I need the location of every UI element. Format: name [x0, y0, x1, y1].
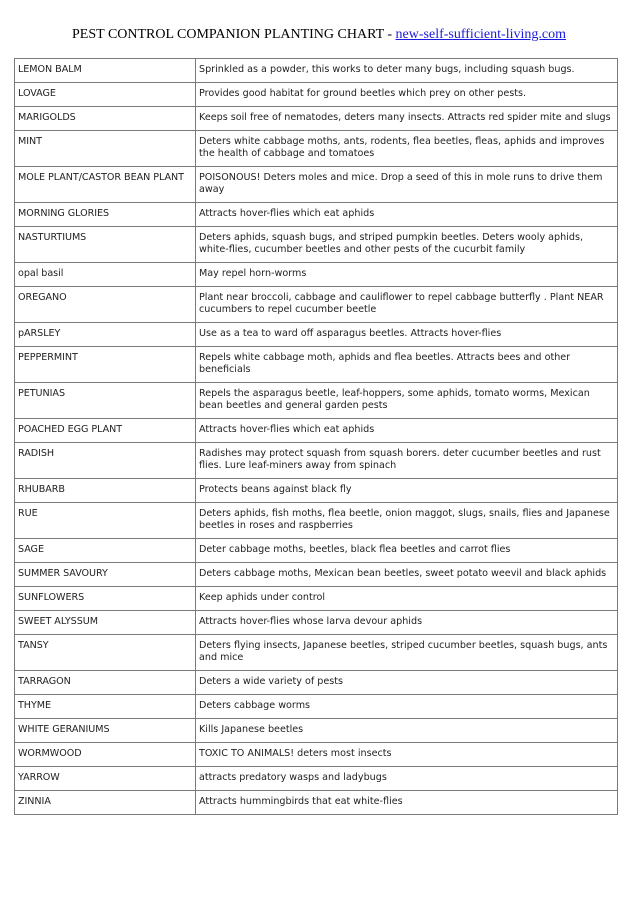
pest-effect-cell: Deters cabbage moths, Mexican bean beetles, sweet potato weevil and black aphids [196, 563, 618, 587]
pest-effect-cell: Keeps soil free of nematodes, deters many insects. Attracts red spider mite and slugs [196, 107, 618, 131]
plant-name-cell: MARIGOLDS [15, 107, 196, 131]
table-row [15, 503, 618, 539]
plant-name-cell: pARSLEY [15, 323, 196, 347]
table-row [15, 383, 618, 419]
plant-name-cell: TANSY [15, 635, 196, 671]
plant-name-cell: RUE [15, 503, 196, 539]
plant-name-cell: SUMMER SAVOURY [15, 563, 196, 587]
plant-name-cell: LEMON BALM [15, 59, 196, 83]
table-row [15, 59, 618, 83]
plant-name-cell: TARRAGON [15, 671, 196, 695]
pest-effect-cell: Deters a wide variety of pests [196, 671, 618, 695]
plant-name-cell: PEPPERMINT [15, 347, 196, 383]
table-row [15, 539, 618, 563]
pest-effect-cell: TOXIC TO ANIMALS! deters most insects [196, 743, 618, 767]
table-row [15, 287, 618, 323]
plant-name-cell: RHUBARB [15, 479, 196, 503]
table-row [15, 83, 618, 107]
plant-name-cell: MORNING GLORIES [15, 203, 196, 227]
pest-effect-cell: Deters cabbage worms [196, 695, 618, 719]
table-row [15, 791, 618, 815]
pest-effect-cell: Deter cabbage moths, beetles, black flea beetles and carrot flies [196, 539, 618, 563]
pest-effect-cell: POISONOUS! Deters moles and mice. Drop a seed of this in mole runs to drive them away [196, 167, 618, 203]
table-row [15, 227, 618, 263]
plant-name-cell: RADISH [15, 443, 196, 479]
table-row [15, 767, 618, 791]
table-row [15, 323, 618, 347]
pest-effect-cell: Deters aphids, squash bugs, and striped pumpkin beetles. Deters wooly aphids, white-flies, cucumber beetles and other pests of the cucurbit family [196, 227, 618, 263]
plant-name-cell: PETUNIAS [15, 383, 196, 419]
pest-effect-cell: Attracts hummingbirds that eat white-flies [196, 791, 618, 815]
table-row [15, 443, 618, 479]
source-link[interactable]: new-self-sufficient-living.com [395, 27, 566, 42]
plant-name-cell: WORMWOOD [15, 743, 196, 767]
plant-name-cell: YARROW [15, 767, 196, 791]
table-row [15, 743, 618, 767]
table-row [15, 347, 618, 383]
pest-effect-cell: Repels white cabbage moth, aphids and flea beetles. Attracts bees and other beneficials [196, 347, 618, 383]
plant-name-cell: OREGANO [15, 287, 196, 323]
plant-name-cell: SUNFLOWERS [15, 587, 196, 611]
page-header [0, 27, 638, 43]
table-row [15, 563, 618, 587]
table-row [15, 203, 618, 227]
pest-effect-cell: Keep aphids under control [196, 587, 618, 611]
table-row [15, 419, 618, 443]
table-row [15, 611, 618, 635]
pest-effect-cell: Protects beans against black fly [196, 479, 618, 503]
pest-effect-cell: Radishes may protect squash from squash borers. deter cucumber beetles and rust flies. Lure leaf-miners away from spinach [196, 443, 618, 479]
pest-effect-cell: attracts predatory wasps and ladybugs [196, 767, 618, 791]
plant-name-cell: THYME [15, 695, 196, 719]
table-row [15, 635, 618, 671]
pest-effect-cell: Repels the asparagus beetle, leaf-hoppers, some aphids, tomato worms, Mexican bean beetles and general garden pests [196, 383, 618, 419]
plant-name-cell: ZINNIA [15, 791, 196, 815]
pest-effect-cell: Deters white cabbage moths, ants, rodents, flea beetles, fleas, aphids and improves the health of cabbage and tomatoes [196, 131, 618, 167]
pest-effect-cell: Attracts hover-flies which eat aphids [196, 203, 618, 227]
table-row [15, 167, 618, 203]
plant-name-cell: LOVAGE [15, 83, 196, 107]
table-row [15, 107, 618, 131]
table-row [15, 263, 618, 287]
plant-name-cell: NASTURTIUMS [15, 227, 196, 263]
plant-name-cell: POACHED EGG PLANT [15, 419, 196, 443]
companion-planting-table [14, 58, 618, 815]
pest-effect-cell: May repel horn-worms [196, 263, 618, 287]
plant-name-cell: SAGE [15, 539, 196, 563]
pest-effect-cell: Deters aphids, fish moths, flea beetle, onion maggot, slugs, snails, flies and Japanese beetles in roses and raspberries [196, 503, 618, 539]
pest-effect-cell: Provides good habitat for ground beetles which prey on other pests. [196, 83, 618, 107]
plant-name-cell: opal basil [15, 263, 196, 287]
plant-name-cell: MOLE PLANT/CASTOR BEAN PLANT [15, 167, 196, 203]
table-row [15, 671, 618, 695]
table-body [15, 59, 618, 815]
table-row [15, 695, 618, 719]
pest-effect-cell: Sprinkled as a powder, this works to deter many bugs, including squash bugs. [196, 59, 618, 83]
plant-name-cell: SWEET ALYSSUM [15, 611, 196, 635]
pest-effect-cell: Plant near broccoli, cabbage and cauliflower to repel cabbage butterfly . Plant NEAR cucumbers to repel cucumber beetle [196, 287, 618, 323]
pest-effect-cell: Attracts hover-flies which eat aphids [196, 419, 618, 443]
plant-name-cell: MINT [15, 131, 196, 167]
table-row [15, 479, 618, 503]
pest-effect-cell: Attracts hover-flies whose larva devour aphids [196, 611, 618, 635]
pest-effect-cell: Use as a tea to ward off asparagus beetles. Attracts hover-flies [196, 323, 618, 347]
table-row [15, 131, 618, 167]
table-row [15, 719, 618, 743]
table-row [15, 587, 618, 611]
page-title: PEST CONTROL COMPANION PLANTING CHART - [72, 27, 396, 42]
pest-effect-cell: Deters flying insects, Japanese beetles, striped cucumber beetles, squash bugs, ants and mice [196, 635, 618, 671]
pest-effect-cell: Kills Japanese beetles [196, 719, 618, 743]
plant-name-cell: WHITE GERANIUMS [15, 719, 196, 743]
